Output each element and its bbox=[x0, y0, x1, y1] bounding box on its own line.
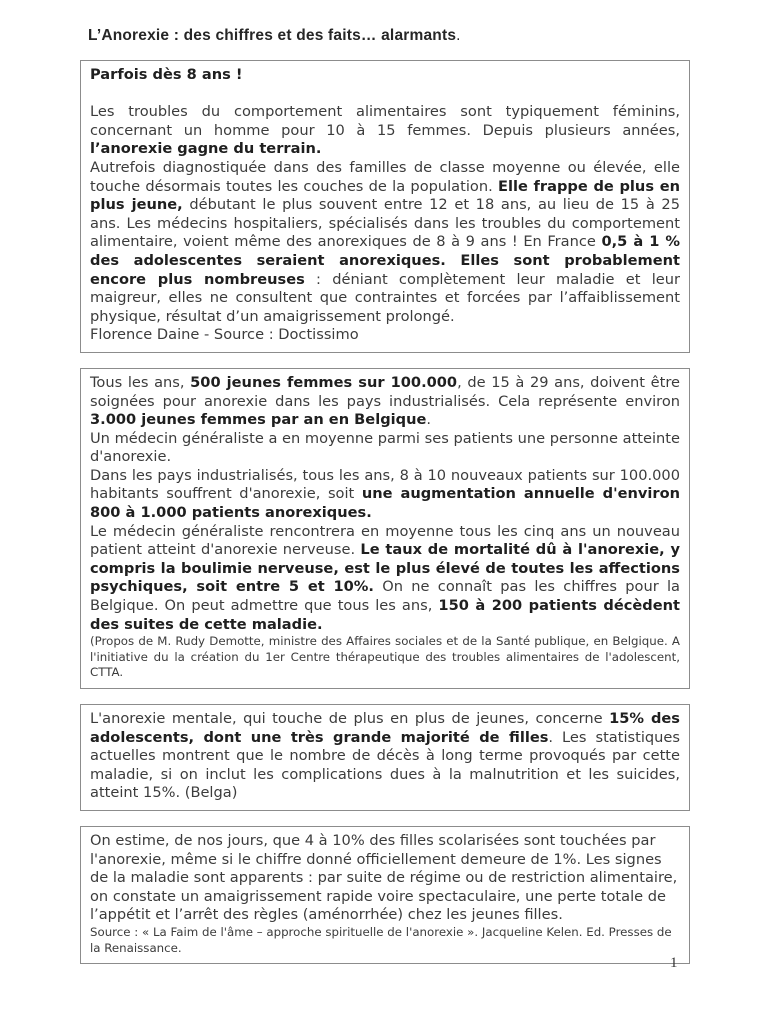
text-segment: Tous les ans, bbox=[90, 373, 191, 391]
paragraph bbox=[90, 430, 680, 467]
box-heading: Parfois dès 8 ans ! bbox=[90, 66, 243, 83]
box-parfois-des-8-ans bbox=[80, 60, 690, 353]
text-segment: (Propos de M. Rudy Demotte, ministre des Affaires sociales et de la Santé publique, en Belgique. A l'initiative du la création du 1er Centre thérapeutique des troubles alimentaires de l'adolescent, CTTA. bbox=[90, 634, 680, 680]
document-page bbox=[0, 27, 768, 1021]
paragraph bbox=[90, 103, 680, 159]
text-segment: Source : « La Faim de l'âme – approche spirituelle de l'anorexie ». Jacqueline Kelen. Ed. Presses de la Renaissance. bbox=[90, 924, 672, 955]
text-segment: Les troubles du comportement alimentaires sont typiquement féminins, concernant un homme pour 10 à 15 femmes. Depuis plusieurs années, bbox=[90, 103, 680, 139]
text-segment: L'anorexie mentale, qui touche de plus en plus de jeunes, concerne bbox=[90, 710, 610, 727]
bold-text-segment: l’anorexie gagne du terrain. bbox=[90, 140, 322, 158]
bold-text-segment: 15% des adolescents, dont une très grande majorité de filles bbox=[90, 710, 680, 746]
page-number: 1 bbox=[670, 955, 678, 971]
text-segment: . bbox=[426, 411, 432, 429]
paragraph bbox=[90, 634, 680, 681]
text-segment: , de 15 à 29 ans, doivent être soignées pour anorexie dans les pays industrialisés. Cela représente environ bbox=[90, 373, 680, 410]
text-segment: On estime, de nos jours, que 4 à 10% des filles scolarisées sont touchées par l'anorexie, même si le chiffre donné officiellement demeure de 1%. Les signes de la maladie sont apparents : par suite de régime ou de restriction alimentaire, on constate un amaigrissement rapide voire spectaculaire, une perte totale de l’appétit et l’arrêt des règles (aménorrhée) chez les jeunes filles. bbox=[90, 831, 678, 924]
text-segment: Florence Daine - Source : Doctissimo bbox=[90, 326, 359, 344]
page-title bbox=[88, 27, 692, 45]
text-segment: : déniant complètement leur maladie et leur maigreur, elles ne consultent que contraintes et forcées par l’affaiblissement physique, résultat d’un amaigrissement prolongé. bbox=[90, 270, 680, 325]
text-segment: Dans les pays industrialisés, tous les ans, 8 à 10 nouveaux patients sur 100.000 habitants souffrent d'anorexie, soit bbox=[90, 466, 680, 503]
text-segment: Un médecin généraliste a en moyenne parmi ses patients une personne atteinte d'anorexie. bbox=[90, 429, 680, 466]
paragraph bbox=[90, 326, 680, 345]
box-statistiques-belgique bbox=[80, 368, 690, 689]
page-title-period: . bbox=[456, 27, 461, 44]
paragraph bbox=[90, 832, 680, 925]
bold-text-segment: 0,5 à 1 % des adolescentes seraient anorexiques. Elles sont probablement encore plus nombreuses bbox=[90, 233, 680, 288]
text-segment: Autrefois diagnostiquée dans des familles de classe moyenne ou élevée, elle touche désormais toutes les couches de la population. bbox=[90, 158, 680, 195]
paragraph bbox=[90, 710, 680, 803]
paragraph bbox=[90, 467, 680, 523]
text-segment: On ne connaît pas les chiffres pour la Belgique. On peut admettre que tous les ans, bbox=[90, 578, 680, 615]
text-boxes-container bbox=[80, 60, 690, 964]
paragraph bbox=[90, 925, 680, 956]
bold-text-segment: 150 à 200 patients décèdent des suites de cette maladie. bbox=[90, 597, 680, 633]
paragraph bbox=[90, 374, 680, 430]
box-anorexie-mentale bbox=[80, 704, 690, 811]
bold-text-segment: 500 jeunes femmes sur 100.000 bbox=[190, 373, 458, 391]
bold-text-segment: Elle frappe de plus en plus jeune, bbox=[90, 177, 680, 214]
bold-text-segment: Le taux de mortalité dû à l'anorexie, y compris la boulimie nerveuse, est le plus élevé de toutes les affections psychiques, soit entre 5 et 10%. bbox=[90, 541, 680, 596]
paragraph bbox=[90, 523, 680, 635]
text-segment: Le médecin généraliste rencontrera en moyenne tous les cinq ans un nouveau patient atteint d'anorexie nerveuse. bbox=[90, 522, 680, 559]
page-title-text: L’Anorexie : des chiffres et des faits… alarmants bbox=[88, 27, 457, 44]
paragraph bbox=[90, 159, 680, 326]
bold-text-segment: une augmentation annuelle d'environ 800 à 1.000 patients anorexiques. bbox=[90, 485, 680, 522]
box-filles-scolarisees bbox=[80, 826, 690, 964]
bold-text-segment: 3.000 jeunes femmes par an en Belgique bbox=[90, 411, 427, 429]
text-segment: débutant le plus souvent entre 12 et 18 ans, au lieu de 15 à 25 ans. Les médecins hospitaliers, spécialisés dans les troubles du comportement alimentaire, voient même des anorexiques de 8 à 9 ans ! En France bbox=[90, 196, 680, 251]
text-segment: . Les statistiques actuelles montrent que le nombre de décès à long terme provoqués par cette maladie, si on inclut les complications dues à la malnutrition et les suicides, atteint 15%. (Belga) bbox=[90, 728, 680, 802]
